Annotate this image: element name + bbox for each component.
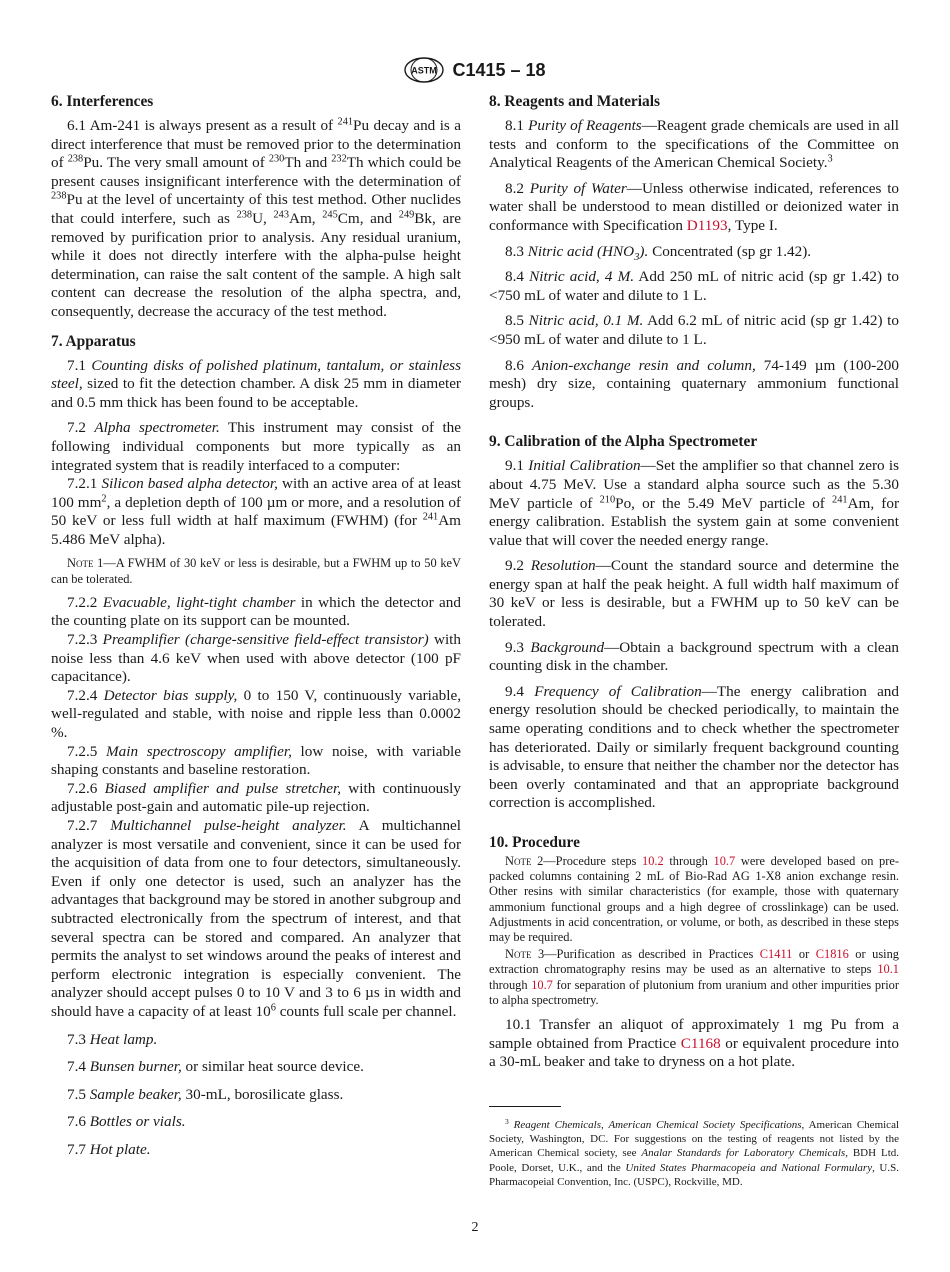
section-7-title: 7. Apparatus (51, 332, 136, 350)
paragraph-9-1: 9.1 Initial Calibration—Set the amplifier so that channel zero is about 4.75 MeV. Use a standard alpha source such as the 5.30 MeV particle of $^{210}$Po, or the 5.49 MeV particle of $^{241}$Am, for energy calibration. Establish the system gain at some convenient value that will cover the needed energy range. (489, 457, 900, 549)
link-10-7[interactable]: 10.7 (713, 854, 736, 868)
link-c1168[interactable]: C1168 (680, 1034, 721, 1052)
link-10-7b[interactable]: 10.7 (531, 977, 553, 992)
paragraph-7-2-5: 7.2.5 Main spectroscopy amplifier, low noise, with variable shaping constants and baseline restoration. (51, 742, 461, 779)
paragraph-7-2-4: 7.2.4 Detector bias supply, 0 to 150 V, continuously variable, well-regulated and stable, with noise and ripple less than 0.0002 %. (51, 686, 461, 742)
paragraph-7-2-6: 7.2.6 Biased amplifier and pulse stretcher, with continuously adjustable post-gain and automatic pile-up rejection. (51, 779, 461, 816)
section-6-title: 6. Interferences (51, 93, 154, 110)
paragraph-8-1: 8.1 Purity of Reagents—Reagent grade chemicals are used in all tests and conform to the specifications of the Committee on Analytical Reagents of the American Chemical Society.$^3$ (489, 117, 899, 172)
right-column (489, 92, 899, 1072)
link-c1816[interactable]: C1816 (815, 947, 849, 962)
link-c1411[interactable]: C1411 (759, 947, 793, 962)
paragraph-8-2: 8.2 Purity of Water—Unless otherwise indicated, references to water shall be understood to mean distilled or deionized water in conformance with Specification D1193, Type I. (489, 179, 900, 234)
section-10-title: 10. Procedure (489, 834, 580, 851)
paragraph-7-1: 7.1 Counting disks of polished platinum, tantalum, or stainless steel, sized to fit the detection chamber. A disk 25 mm in diameter and 0.5 mm thick has been found to be acceptable. (51, 356, 461, 411)
note-3: Note 3—Purification as described in Practices C1411 or C1816 or using extraction chromatography resins may be used as an alternative to steps 10.1 through 10.7 for separation of plutonium from uranium and other impurities prior to alpha spectrometry. (489, 947, 899, 1007)
paragraph-9-2: 9.2 Resolution—Count the standard source and determine the energy span at half the peak height. A full width half maximum of 30 keV or less is desirable, but a FWHM up to 50 keV can be tolerated. (489, 557, 899, 631)
page-number: 2 (471, 1220, 479, 1235)
paragraph-7-2-3: 7.2.3 Preamplifier (charge-sensitive field-effect transistor) with noise less than 4.6 keV when used with above detector (100 pF capacitance). (51, 631, 461, 686)
paragraph-7-2: 7.2 Alpha spectrometer. This instrument may consist of the following individual components but more typically as an integrated system that is readily interfaced to a computer: (51, 419, 462, 474)
note-1: Note 1—A FWHM of 30 keV or less is desirable, but a FWHM up to 50 keV can be tolerated. (51, 556, 461, 586)
paragraph-7-2-7: 7.2.7 Multichannel pulse-height analyzer. A multichannel analyzer is most versatile and convenient, since it can be used for the acquisition of data from one to four detectors, simultaneously. Even if only one detector is used, such an analyzer has the advantages that background may be stored in another subgroup and subtracted electronically from the spectrum of interest, and that several spectra can be stored and compared. An analyzer that permits the analyst to set windows around the peaks of interest and perform electronic integration is especially convenient. The analyzer should accept pulses 0 to 10 V and 3 to 6 µs in width and should have a capacity of at least $10^6$ counts full scale per channel. (51, 817, 461, 1020)
paragraph-7-5: 7.5 Sample beaker, 30-mL, borosilicate glass. (67, 1085, 344, 1103)
link-10-1[interactable]: 10.1 (877, 962, 899, 977)
section-9-title: 9. Calibration of the Alpha Spectrometer (489, 433, 758, 451)
note-2: Note 2—Procedure steps 10.2 through 10.7 were developed based on pre-packed columns containing 2 mL of Bio-Rad AG 1-X8 anion exchange resin. Other resins with similar characteristics (for example, those with quaternary ammonium functional groups and a high degree of crosslinkage) can be used. Adjustments in acid concentration, or volume, or both, as described in these steps may be required. (489, 854, 899, 945)
paragraph-6-1: 6.1 Am-241 is always present as a result of $^{241}$Pu decay and is a direct interference that must be removed prior to the determination of $^{238}$Pu. The very small amount of $^{230}$Th and $^{232}$Th which could be present causes insignificant interference with the determination of $^{238}$Pu at the level of uncertainty of this test method. Other nuclides that could interfere, such as $^{238}$U, $^{243}$Am, $^{245}$Cm, and $^{249}$Bk, are removed by purification prior to analysis. Any residual uranium, while it does not directly interfere with the alpha-pulse height determination, can raise the salt content of the sample. A high salt content can decrease the resolution of the alpha spectra, and, consequently, decrease the accuracy of the test method. (51, 116, 462, 320)
section-8-title: 8. Reagents and Materials (489, 93, 660, 110)
paragraph-7-7: 7.7 Hot plate. (67, 1140, 151, 1158)
paragraph-7-3: 7.3 Heat lamp. (67, 1030, 158, 1048)
footnote-divider (489, 1106, 561, 1107)
paragraph-9-3: 9.3 Background—Obtain a background spectrum with a clean counting disk in the chamber. (489, 638, 899, 675)
footnote: $^3$ Reagent Chemicals, American Chemical Society Specifications, American Chemical Society, Washington, DC. For suggestions on the testing of reagents not listed by the American Chemical society, see Analar Standards for Laboratory Chemicals, BDH Ltd. Poole, Dorset, U.K., and the United States Pharmacopeia and National Formulary, U.S. Pharmacopeial Convention, Inc. (USPC), Rockville, MD. (489, 1116, 900, 1188)
paragraph-7-6: 7.6 Bottles or vials. (67, 1113, 186, 1131)
page-header (0, 56, 950, 84)
paragraph-8-4: 8.4 Nitric acid, 4 M. Add 250 mL of nitric acid (sp gr 1.42) to <750 mL of water and dilute to 1 L. (489, 268, 899, 304)
document-id: C1415 – 18 (452, 59, 546, 80)
logo-text: ASTM (411, 65, 438, 76)
astm-logo-icon (404, 57, 444, 83)
paragraph-7-2-2: 7.2.2 Evacuable, light-tight chamber in which the detector and the counting plate on its support can be mounted. (51, 593, 461, 630)
left-column (51, 92, 461, 1160)
paragraph-8-6: 8.6 Anion-exchange resin and column, 74-149 µm (100-200 mesh) dry size, containing quaternary ammonium functional groups. (489, 356, 899, 411)
paragraph-8-3: 8.3 Nitric acid $(HNO_3)$. Concentrated (sp gr 1.42). (505, 242, 812, 263)
paragraph-10-1: 10.1 Transfer an aliquot of approximately 1 mg Pu from a sample obtained from Practice C1168 or equivalent procedure into a 30-mL beaker and take to dryness on a hot plate. (489, 1016, 900, 1071)
link-d1193[interactable]: D1193 (686, 216, 728, 234)
paragraph-9-4: 9.4 Frequency of Calibration—The energy calibration and energy resolution should be checked periodically, to maintain the same operating conditions and to check whether the spectrometer has deteriorated. Daily or similarly frequent background counting is advisable, to ensure that neither the chamber nor the detector has been overly contaminated and that an appropriate background correction is accomplished. (489, 682, 899, 812)
paragraph-8-5: 8.5 Nitric acid, 0.1 M. Add 6.2 mL of nitric acid (sp gr 1.42) to <950 mL of water and dilute to 1 L. (489, 312, 899, 348)
paragraph-7-4: 7.4 Bunsen burner, or similar heat source device. (67, 1058, 364, 1076)
link-10-2[interactable]: 10.2 (642, 854, 664, 868)
paragraph-7-2-1: 7.2.1 Silicon based alpha detector, with an active area of at least 100 $mm^2$, a depletion depth of 100 µm or more, and a resolution of 50 keV or less full width at half maximum (FWHM) (for $^{241}$Am 5.486 MeV alpha). (51, 475, 461, 548)
